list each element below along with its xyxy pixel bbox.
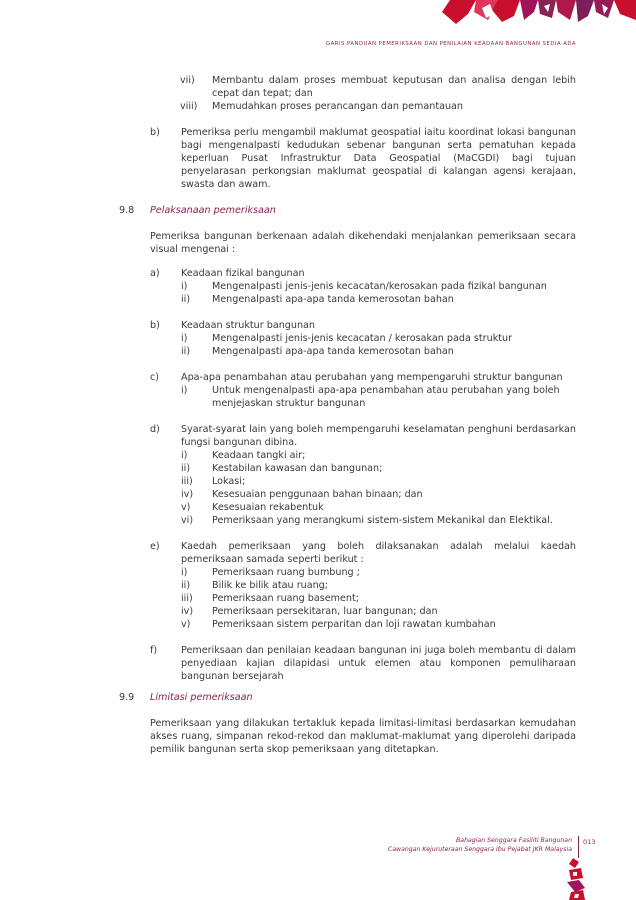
item-text: Keadaan struktur bangunan [181, 320, 316, 331]
sub-item [181, 281, 576, 294]
footer [388, 836, 572, 854]
footer-divider [578, 836, 579, 858]
sub-item-number: ii) [181, 346, 191, 357]
list-item-number: viii) [180, 101, 198, 112]
section-number: 9.8 [119, 205, 135, 216]
item-text: Keadaan fizikal bangunan [181, 268, 305, 279]
item-letter: b) [150, 127, 160, 138]
sub-item [181, 463, 576, 476]
section-paragraph: Pemeriksaan yang dilakukan tertakluk kepada limitasi-limitasi berdasarkan kemudahan akses ruang, simpanan rekod-rekod dan maklumat-maklumat yang diperolehi daripada pemilik bangunan serta skop pemeriksaan yang ditetapkan. [150, 718, 576, 755]
sub-item [181, 567, 576, 580]
sub-item-text: Mengenalpasti jenis-jenis kecacatan/kerosakan pada fizikal bangunan [212, 281, 547, 292]
sub-item [181, 333, 576, 346]
sub-item [181, 606, 576, 619]
paragraph-geospatial: Pemeriksa perlu mengambil maklumat geospatial iaitu koordinat lokasi bangunan bagi mengenalpasti kedudukan sebenar bangunan serta pematuhan kepada keperluan Pusat Infrastruktur Data Geospatial (MaCGDI) bagi tujuan penyelarasan perkongsian maklumat geospatial di kalangan agensi kerajaan, swasta dan awam. [181, 127, 576, 190]
header-title: GARIS PANDUAN PEMERIKSAAN DAN PENILAIAN KEADAAN BANGUNAN SEDIA ADA [326, 41, 576, 47]
section-intro: Pemeriksa bangunan berkenaan adalah dikehendaki menjalankan pemeriksaan secara visual mengenai : [150, 231, 576, 255]
item-letter: e) [150, 541, 160, 552]
sub-item [181, 489, 576, 502]
sub-item-text: Lokasi; [212, 476, 246, 487]
sub-item-number: iii) [181, 593, 193, 604]
page-number: 013 [583, 838, 596, 846]
item-letter: a) [150, 268, 160, 279]
sub-item [181, 515, 576, 528]
sub-item-text: Pemeriksaan sistem perparitan dan loji rawatan kumbahan [212, 619, 496, 630]
sub-item-number: vi) [181, 515, 194, 526]
sub-item-text: Mengenalpasti apa-apa tanda kemerosotan bahan [212, 346, 454, 357]
sub-item [181, 619, 576, 632]
section-title: Pelaksanaan pemeriksaan [150, 205, 276, 216]
sub-item [181, 476, 576, 489]
sub-item-number: i) [181, 450, 188, 461]
sub-item-text: Pemeriksaan persekitaran, luar bangunan; dan [212, 606, 438, 617]
sub-item-number: i) [181, 385, 188, 396]
sub-item-number: iv) [181, 606, 194, 617]
footer-department: Bahagian Senggara Fasiliti Bangunan [456, 837, 572, 844]
sub-item-number: ii) [181, 463, 191, 474]
sub-item-text: Kesesuaian penggunaan bahan binaan; dan [212, 489, 423, 500]
sub-item-number: i) [181, 333, 188, 344]
list-item-text: Membantu dalam proses membuat keputusan dan analisa dengan lebih cepat dan tepat; dan [212, 75, 576, 99]
sub-item-text: Kesesuaian rekabentuk [212, 502, 324, 513]
sub-item-number: v) [181, 619, 191, 630]
sub-item-text: Untuk mengenalpasti apa-apa penambahan atau perubahan yang boleh menjejaskan struktur bangunan [212, 385, 560, 409]
sub-item-number: v) [181, 502, 191, 513]
item-letter: c) [150, 372, 160, 383]
item-letter: b) [150, 320, 160, 331]
item-text: Apa-apa penambahan atau perubahan yang mempengaruhi struktur bangunan [181, 372, 563, 383]
footer-decoration-graphic [565, 858, 589, 900]
header-decoration-graphic [436, 0, 636, 24]
sub-item [181, 580, 576, 593]
sub-item-text: Mengenalpasti jenis-jenis kecacatan / kerosakan pada struktur [212, 333, 513, 344]
section-title: Limitasi pemeriksaan [150, 692, 253, 703]
item-letter: d) [150, 424, 160, 435]
list-item-number: vii) [180, 75, 195, 86]
sub-item-text: Keadaan tangki air; [212, 450, 306, 461]
sub-item [181, 385, 576, 411]
section-number: 9.9 [119, 692, 135, 703]
item-text: Kaedah pemeriksaan yang boleh dilaksanakan adalah melalui kaedah pemeriksaan samada seperti berikut : [181, 541, 576, 565]
sub-item-number: ii) [181, 580, 191, 591]
sub-item-text: Kestabilan kawasan dan bangunan; [212, 463, 383, 474]
sub-item [181, 593, 576, 606]
sub-item-number: iii) [181, 476, 193, 487]
sub-item-number: i) [181, 281, 188, 292]
list-item-text: Memudahkan proses perancangan dan pemantauan [212, 101, 463, 112]
sub-item-text: Bilik ke bilik atau ruang; [212, 580, 328, 591]
sub-item-number: ii) [181, 294, 191, 305]
sub-item [181, 346, 576, 359]
sub-item-text: Pemeriksaan ruang bumbung ; [212, 567, 360, 578]
sub-item-text: Pemeriksaan ruang basement; [212, 593, 359, 604]
item-text: Pemeriksaan dan penilaian keadaan bangunan ini juga boleh membantu di dalam penyediaan kajian dilapidasi untuk elemen atau komponen pemuliharaan bangunan bersejarah [181, 645, 576, 682]
sub-item [181, 502, 576, 515]
list-item [180, 101, 576, 114]
sub-item-text: Mengenalpasti apa-apa tanda kemerosotan bahan [212, 294, 454, 305]
sub-item [181, 294, 576, 307]
list-item [180, 75, 576, 101]
sub-item-number: i) [181, 567, 188, 578]
sub-item-text: Pemeriksaan yang merangkumi sistem-sistem Mekanikal dan Elektikal. [212, 515, 553, 526]
sub-item-number: iv) [181, 489, 194, 500]
sub-item [181, 450, 576, 463]
footer-branch: Cawangan Kejuruteraan Senggara Ibu Pejabat JKR Malaysia [387, 846, 572, 853]
item-text: Syarat-syarat lain yang boleh mempengaruhi keselamatan penghuni berdasarkan fungsi bangunan dibina. [181, 424, 576, 448]
item-letter: f) [150, 645, 158, 656]
